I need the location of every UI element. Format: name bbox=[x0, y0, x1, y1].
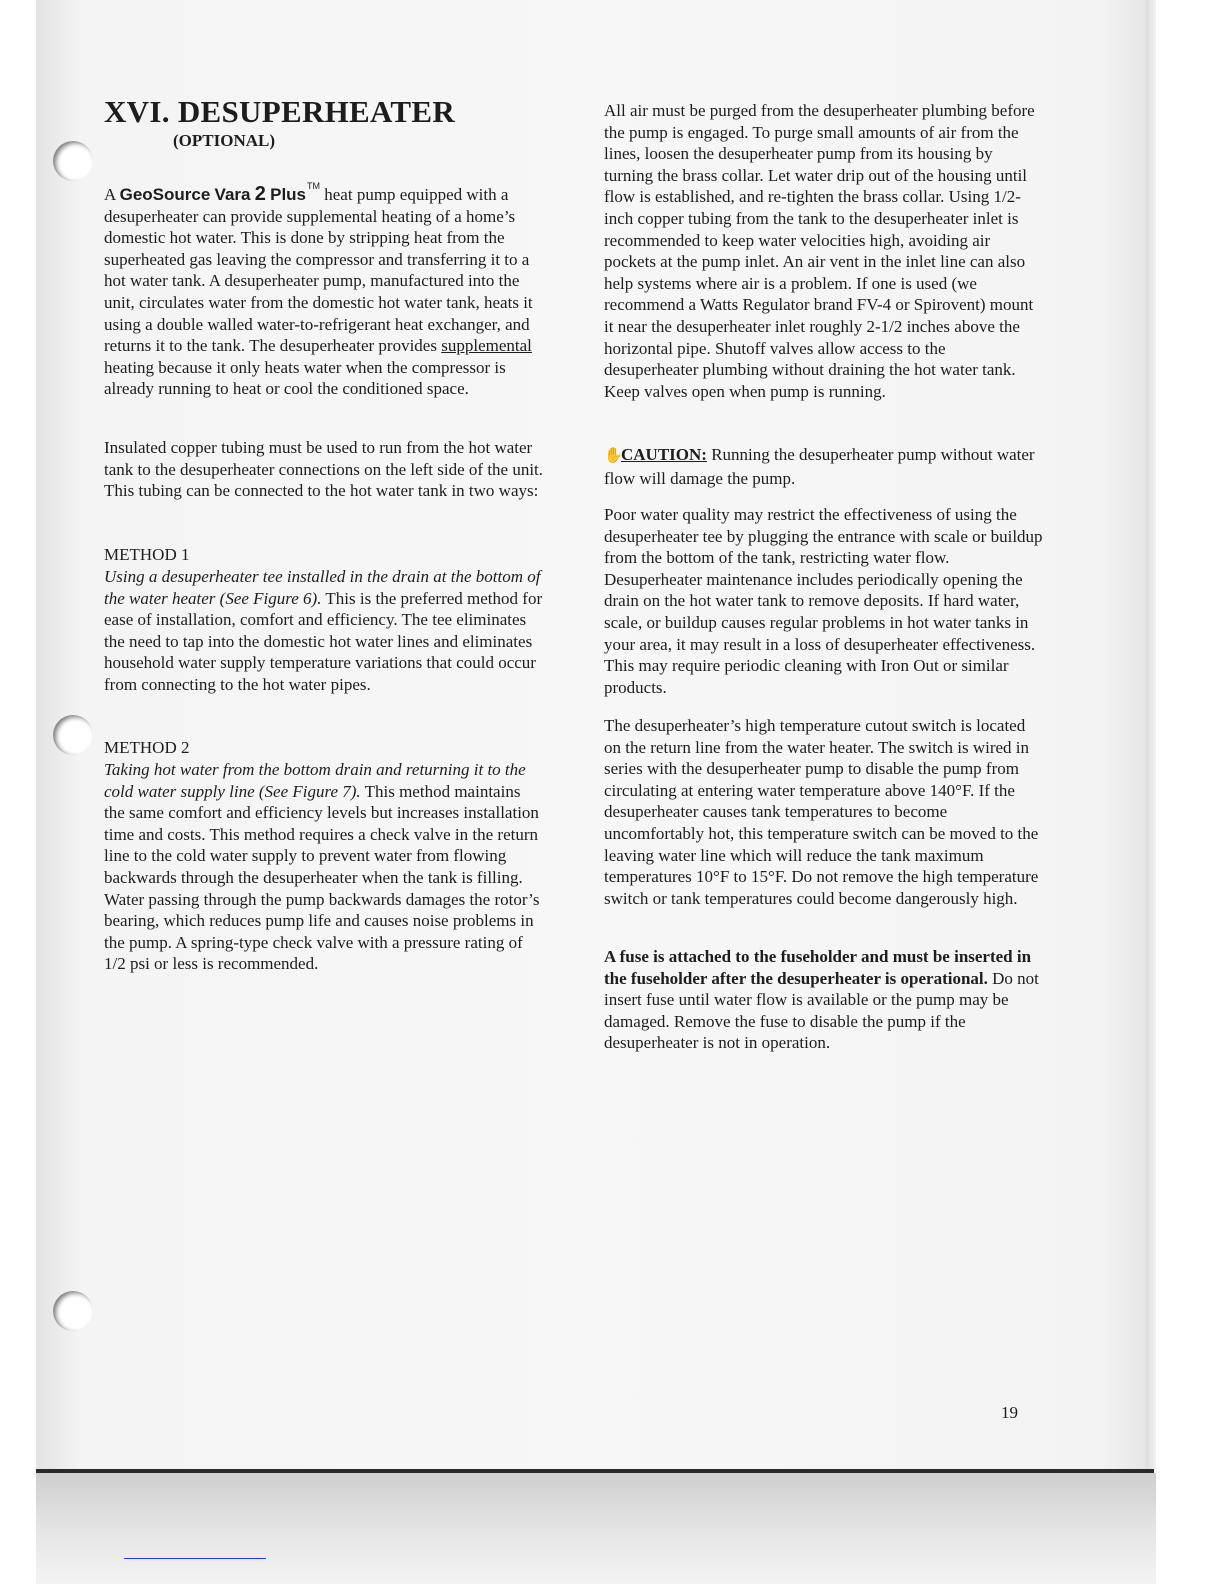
fuse-bold-text: A fuse is attached to the fuseholder and must be inserted in the fuseholder after the desuperheater is operational. bbox=[604, 947, 1032, 988]
fuse-text: Do not insert fuse until water flow is available or the pump may be damaged. Remove the fuse to disable the pump if the desuperheater is not in operation. bbox=[604, 968, 1039, 1053]
brand-model-plus: Plus bbox=[270, 185, 307, 204]
caution-paragraph bbox=[604, 444, 1044, 489]
scan-right-margin bbox=[1156, 0, 1224, 1584]
caution-label: CAUTION: bbox=[621, 445, 707, 464]
method-2-italic: Taking hot water from the bottom drain and returning it to the cold water supply line (See Figure 7). bbox=[104, 760, 526, 801]
trademark-symbol: TM bbox=[307, 181, 321, 191]
scanner-bed-area bbox=[36, 1473, 1156, 1584]
method-2-paragraph bbox=[104, 759, 544, 975]
method-1-body: This is the preferred method for ease of installation, comfort and efficiency. The tee eliminates the need to tap into the domestic hot water lines and eliminates household water supply temperature variations that could occur from connecting to the hot water pipes. bbox=[104, 588, 543, 694]
tubing-paragraph: Insulated copper tubing must be used to run from the hot water tank to the desuperheater connections on the left side of the unit. This tubing can be connected to the hot water tank in two ways: bbox=[104, 438, 544, 501]
caution-text: Running the desuperheater pump without water flow will damage the pump. bbox=[604, 445, 1035, 488]
hand-icon: ✋ bbox=[604, 448, 623, 464]
water-quality-paragraph: Poor water quality may restrict the effectiveness of using the desuperheater tee by plugging the entrance with scale or buildup from the bottom of the tank, restricting water flow. Desuperheater maintenance includes periodically opening the drain on the hot water tank to remove deposits. If hard water, scale, or buildup causes regular problems in hot water tanks in your area, it may result in a loss of desuperheater effectiveness. This may require periodic cleaning with Iron Out or similar products. bbox=[604, 505, 1043, 697]
air-purge-paragraph: All air must be purged from the desuperheater plumbing before the pump is engaged. To purge small amounts of air from the lines, loosen the desuperheater pump from its housing by turning the brass collar. Let water drip out of the housing until flow is established, and re-tighten the brass collar. Using 1/2-inch copper tubing from the tank to the desuperheater inlet is recommended to keep water velocities high, avoiding air pockets at the pump inlet. An air vent in the inlet line can also help systems where air is a problem. If one is used (we recommend a Watts Regulator brand FV-4 or Spirovent) mount it near the desuperheater inlet roughly 2-1/2 inches above the horizontal pipe. Shutoff valves allow access to the desuperheater plumbing without draining the hot water tank. Keep valves open when pump is running. bbox=[604, 101, 1035, 401]
section-title: XVI. DESUPERHEATER bbox=[104, 94, 456, 129]
page-number: 19 bbox=[1001, 1403, 1018, 1422]
brand-model-number: 2 bbox=[254, 183, 266, 205]
intro-prefix: A bbox=[104, 185, 120, 204]
method-2-heading: METHOD 2 bbox=[104, 738, 190, 757]
blue-scan-line bbox=[124, 1558, 266, 1559]
intro-paragraph bbox=[104, 176, 544, 400]
intro-text-end: heating because it only heats water when the compressor is already running to heat or cool the conditioned space. bbox=[104, 357, 506, 399]
section-subtitle: (OPTIONAL) bbox=[173, 131, 275, 150]
binder-hole-middle bbox=[53, 715, 93, 755]
method-1-heading: METHOD 1 bbox=[104, 545, 190, 564]
fuse-paragraph bbox=[604, 946, 1044, 1054]
brand-model: Vara bbox=[214, 185, 251, 204]
binder-hole-top bbox=[53, 141, 93, 181]
method-1-italic: Using a desuperheater tee installed in the drain at the bottom of the water heater (See Figure 6). bbox=[104, 567, 541, 608]
cutout-switch-paragraph: The desuperheater’s high temperature cutout switch is located on the return line from the water heater. The switch is wired in series with the desuperheater pump to disable the pump from circulating at entering water temperature above 140°F. If the desuperheater causes tank temperatures to become uncomfortably hot, this temperature switch can be moved to the leaving water line which will reduce the tank maximum temperatures 10°F to 15°F. Do not remove the high temperature switch or tank temperatures could become dangerously high. bbox=[604, 716, 1039, 908]
page-edge-shadow bbox=[1146, 0, 1156, 1478]
supplemental-emphasis: supplemental bbox=[441, 336, 532, 356]
page-bottom-edge bbox=[36, 1469, 1154, 1473]
intro-text: heat pump equipped with a desuperheater can provide supplemental heating of a home’s domestic hot water. This is done by stripping heat from the superheated gas leaving the compressor and transferring it to a hot water tank. A desuperheater pump, manufactured into the unit, circulates water from the domestic hot water tank, heats it using a double walled water-to-refrigerant heat exchanger, and returns it to the tank. The desuperheater provides bbox=[104, 185, 533, 356]
method-2-body: This method maintains the same comfort and efficiency levels but increases installation time and costs. This method requires a check valve in the return line to the cold water supply to prevent water from flowing backwards through the desuperheater when the tank is filling. Water passing through the pump backwards damages the rotor’s bearing, which reduces pump life and causes noise problems in the pump. A spring-type check valve with a pressure rating of 1/2 psi or less is recommended. bbox=[104, 781, 540, 974]
brand-name: GeoSource bbox=[119, 185, 211, 204]
scan-left-margin bbox=[0, 0, 36, 1584]
binder-hole-bottom bbox=[53, 1291, 93, 1331]
method-1-paragraph bbox=[104, 566, 544, 696]
